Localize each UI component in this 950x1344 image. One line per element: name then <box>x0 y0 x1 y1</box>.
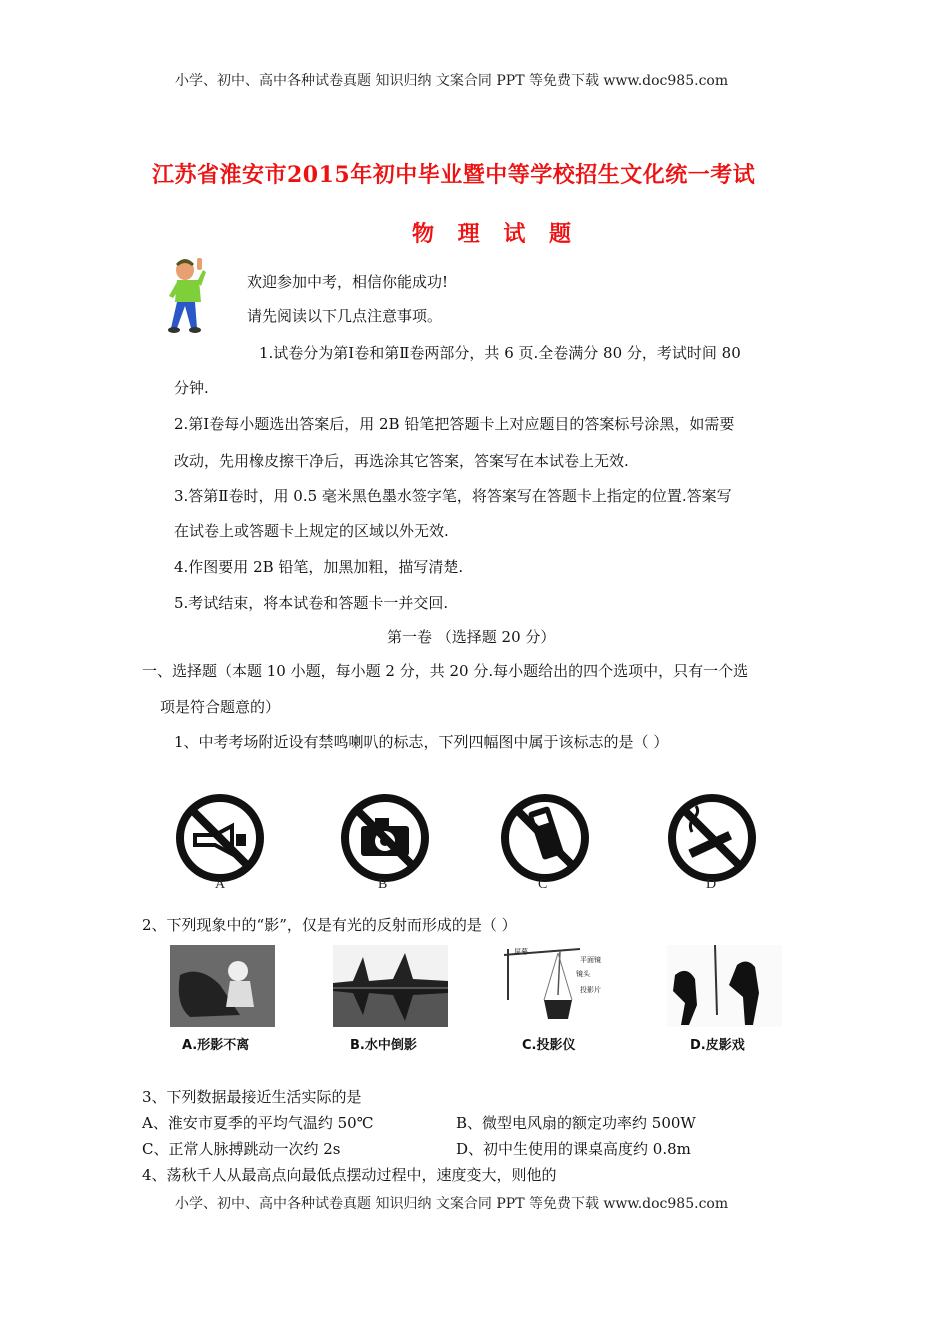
note-5: 5.考试结束，将本试卷和答题卡一并交回. <box>174 594 449 612</box>
q1-option-b-label: B <box>378 877 388 892</box>
no-smoking-icon <box>662 790 762 890</box>
page-footer: 小学、初中、高中各种试卷真题 知识归纳 文案合同 PPT 等免费下载 www.doc985.com <box>175 1196 729 1212</box>
proj-label-mirror: 平面镜 <box>580 956 601 964</box>
q3-option-d: D、初中生使用的课桌高度约 0.8m <box>456 1140 691 1158</box>
q2-caption-b: B.水中倒影 <box>350 1038 417 1053</box>
page-title: 江苏省淮安市2015年初中毕业暨中等学校招生文化统一考试 <box>152 162 756 188</box>
q2-photo-shadow-play <box>667 945 782 1027</box>
part1-instructions-b: 项是符合题意的） <box>160 698 281 716</box>
q3-option-a: A、淮安市夏季的平均气温约 50℃ <box>142 1114 374 1132</box>
page-header: 小学、初中、高中各种试卷真题 知识归纳 文案合同 PPT 等免费下载 www.doc985.com <box>175 73 729 89</box>
section-heading: 第一卷 （选择题 20 分） <box>387 628 556 646</box>
q1-option-a-label: A <box>215 877 226 892</box>
proj-label-lens: 镜头 <box>576 970 590 978</box>
q2-caption-a: A.形影不离 <box>182 1038 250 1053</box>
note-1b: 分钟. <box>174 379 209 397</box>
note-2b: 改动，先用橡皮擦干净后，再选涂其它答案，答案写在本试卷上无效. <box>174 452 629 470</box>
q2-caption-c: C.投影仪 <box>522 1038 576 1053</box>
q2-caption-d: D.皮影戏 <box>690 1038 745 1053</box>
q2-stem: 2、下列现象中的“影”，仅是有光的反射而形成的是（ ） <box>142 916 517 934</box>
note-3b: 在试卷上或答题卡上规定的区域以外无效. <box>174 522 449 540</box>
q3-stem: 3、下列数据最接近生活实际的是 <box>142 1088 362 1106</box>
no-horn-icon <box>170 790 270 890</box>
intro-welcome: 欢迎参加中考，相信你能成功! <box>247 273 449 291</box>
q3-option-b: B、微型电风扇的额定功率约 500W <box>456 1114 696 1132</box>
note-3a: 3.答第Ⅱ卷时，用 0.5 毫米黑色墨水签字笔，将答案写在答题卡上指定的位置.答案写 <box>174 487 732 505</box>
no-camera-icon <box>335 790 435 890</box>
page-subtitle: 物 理 试 题 <box>412 221 579 247</box>
no-phone-icon <box>495 790 595 890</box>
intro-read: 请先阅读以下几点注意事项。 <box>247 307 443 325</box>
note-4: 4.作图要用 2B 铅笔，加黑加粗，描写清楚. <box>174 558 464 576</box>
note-2a: 2.第Ⅰ卷每小题选出答案后，用 2B 铅笔把答题卡上对应题目的答案标号涂黑，如需要 <box>174 415 735 433</box>
proj-label-slide: 投影片 <box>580 986 601 994</box>
note-1a: 1.试卷分为第Ⅰ卷和第Ⅱ卷两部分，共 6 页.全卷满分 80 分，考试时间 80 <box>259 344 741 362</box>
part1-instructions-a: 一、选择题（本题 10 小题，每小题 2 分，共 20 分.每小题给出的四个选项中，只有一个选 <box>142 662 749 680</box>
q3-option-c: C、正常人脉搏跳动一次约 2s <box>142 1140 341 1158</box>
q1-option-d-label: D <box>706 877 717 892</box>
q2-projector-diagram <box>500 945 620 1027</box>
q1-option-c-label: C <box>538 877 548 892</box>
cartoon-student-image <box>165 256 223 336</box>
proj-label-screen: 屏幕 <box>514 948 528 956</box>
q4-stem: 4、荡秋千人从最高点向最低点摆动过程中，速度变大，则他的 <box>142 1166 557 1184</box>
q1-stem: 1、中考考场附近设有禁鸣喇叭的标志，下列四幅图中属于该标志的是（ ） <box>174 733 669 751</box>
q2-photo-shadow <box>170 945 275 1027</box>
q2-photo-reflection <box>333 945 448 1027</box>
